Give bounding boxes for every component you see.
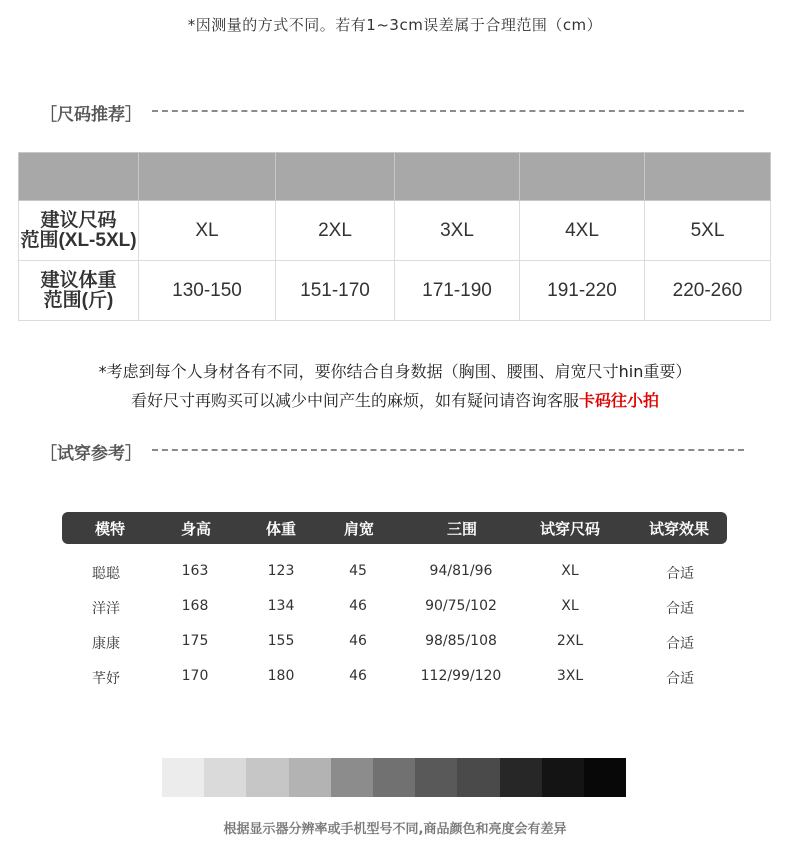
size-row xyxy=(19,201,771,261)
fit-weight: 180 xyxy=(267,668,295,684)
gray-swatch xyxy=(246,758,288,797)
gray-swatch xyxy=(584,758,626,797)
gray-swatch xyxy=(415,758,457,797)
fit-weight: 123 xyxy=(267,563,295,579)
fit-shoulder: 45 xyxy=(349,563,367,579)
fit-header-weight: 体重 xyxy=(265,520,297,538)
fit-measurements: 94/81/96 xyxy=(429,563,493,579)
gray-swatch xyxy=(204,758,246,797)
size-table-header-cell xyxy=(645,153,771,201)
fit-measurements: 112/99/120 xyxy=(420,668,502,684)
display-color-disclaimer: 根据显示器分辨率或手机型号不同,商品颜色和亮度会有差异 xyxy=(223,822,567,837)
size-recommendation-table xyxy=(18,152,771,321)
size-table-header-row xyxy=(19,153,771,201)
table-row xyxy=(62,668,727,698)
gray-swatch xyxy=(500,758,542,797)
fit-header-height: 身高 xyxy=(180,520,212,538)
measurement-disclaimer: *因测量的方式不同。若有1~3cm误差属于合理范围（cm） xyxy=(187,16,603,34)
size-row-label xyxy=(19,201,139,261)
fit-model-name: 聪聪 xyxy=(92,566,120,582)
fit-weight: 134 xyxy=(267,598,295,614)
fit-height: 170 xyxy=(181,668,209,684)
size-table-header-cell xyxy=(139,153,276,201)
size-down-highlight: 卡码往小拍 xyxy=(579,391,660,410)
fit-tried-size: 2XL xyxy=(556,633,584,649)
fit-weight: 155 xyxy=(267,633,295,649)
size-section-divider xyxy=(152,110,744,112)
fit-header-measurements: 三围 xyxy=(446,520,478,538)
size-table-header-cell xyxy=(19,153,139,201)
fit-height: 163 xyxy=(181,563,209,579)
customer-service-note xyxy=(0,388,790,411)
grayscale-swatch-bar xyxy=(162,758,626,797)
weight-cell: 151-170 xyxy=(276,261,395,321)
customer-service-note-text: 看好尺寸再购买可以减少中间产生的麻烦，如有疑问请咨询客服 xyxy=(130,391,579,410)
fit-model-name: 芊妤 xyxy=(92,671,120,687)
fit-table-header xyxy=(62,512,727,544)
gray-swatch xyxy=(162,758,204,797)
fit-shoulder: 46 xyxy=(349,598,367,614)
weight-row-label-line2: 范围(斤) xyxy=(43,289,114,311)
size-cell: 4XL xyxy=(520,201,645,261)
size-table-header-cell xyxy=(520,153,645,201)
fit-height: 175 xyxy=(181,633,209,649)
body-data-note: *考虑到每个人身材各有不同，要你结合自身数据（胸围、腰围、肩宽尺寸hin重要） xyxy=(98,362,692,381)
fit-section-divider xyxy=(152,449,744,451)
fit-tried-size: XL xyxy=(561,598,579,614)
weight-cell: 171-190 xyxy=(395,261,520,321)
weight-row xyxy=(19,261,771,321)
size-cell: 5XL xyxy=(645,201,771,261)
weight-cell: 130-150 xyxy=(139,261,276,321)
fit-shoulder: 46 xyxy=(349,633,367,649)
fit-tried-size: XL xyxy=(561,563,579,579)
weight-cell: 220-260 xyxy=(645,261,771,321)
weight-cell: 191-220 xyxy=(520,261,645,321)
weight-row-label xyxy=(19,261,139,321)
size-section-title: ［尺码推荐］ xyxy=(40,105,142,125)
fit-result: 合适 xyxy=(666,671,694,687)
fit-result: 合适 xyxy=(666,601,694,617)
gray-swatch xyxy=(542,758,584,797)
fit-measurements: 98/85/108 xyxy=(425,633,497,649)
fit-result: 合适 xyxy=(666,566,694,582)
fit-height: 168 xyxy=(181,598,209,614)
size-cell: XL xyxy=(139,201,276,261)
fit-header-model: 模特 xyxy=(94,520,126,538)
fit-result: 合适 xyxy=(666,636,694,652)
weight-row-label-line1: 建议体重 xyxy=(40,269,117,291)
fit-measurements: 90/75/102 xyxy=(425,598,497,614)
fit-tried-size: 3XL xyxy=(556,668,584,684)
fit-header-shoulder: 肩宽 xyxy=(343,520,375,538)
size-cell: 2XL xyxy=(276,201,395,261)
gray-swatch xyxy=(373,758,415,797)
table-row xyxy=(62,633,727,663)
fit-shoulder: 46 xyxy=(349,668,367,684)
table-row xyxy=(62,563,727,593)
size-row-label-line1: 建议尺码 xyxy=(40,209,117,231)
gray-swatch xyxy=(289,758,331,797)
fit-header-fit-result: 试穿效果 xyxy=(648,520,710,538)
fit-model-name: 康康 xyxy=(92,636,120,652)
fit-model-name: 洋洋 xyxy=(92,601,120,617)
gray-swatch xyxy=(457,758,499,797)
fit-header-tried-size: 试穿尺码 xyxy=(539,520,601,538)
table-row xyxy=(62,598,727,628)
size-row-label-line2: 范围(XL-5XL) xyxy=(20,229,137,251)
fit-section-title: ［试穿参考］ xyxy=(40,444,142,464)
size-cell: 3XL xyxy=(395,201,520,261)
gray-swatch xyxy=(331,758,373,797)
size-table-header-cell xyxy=(276,153,395,201)
size-table-header-cell xyxy=(395,153,520,201)
